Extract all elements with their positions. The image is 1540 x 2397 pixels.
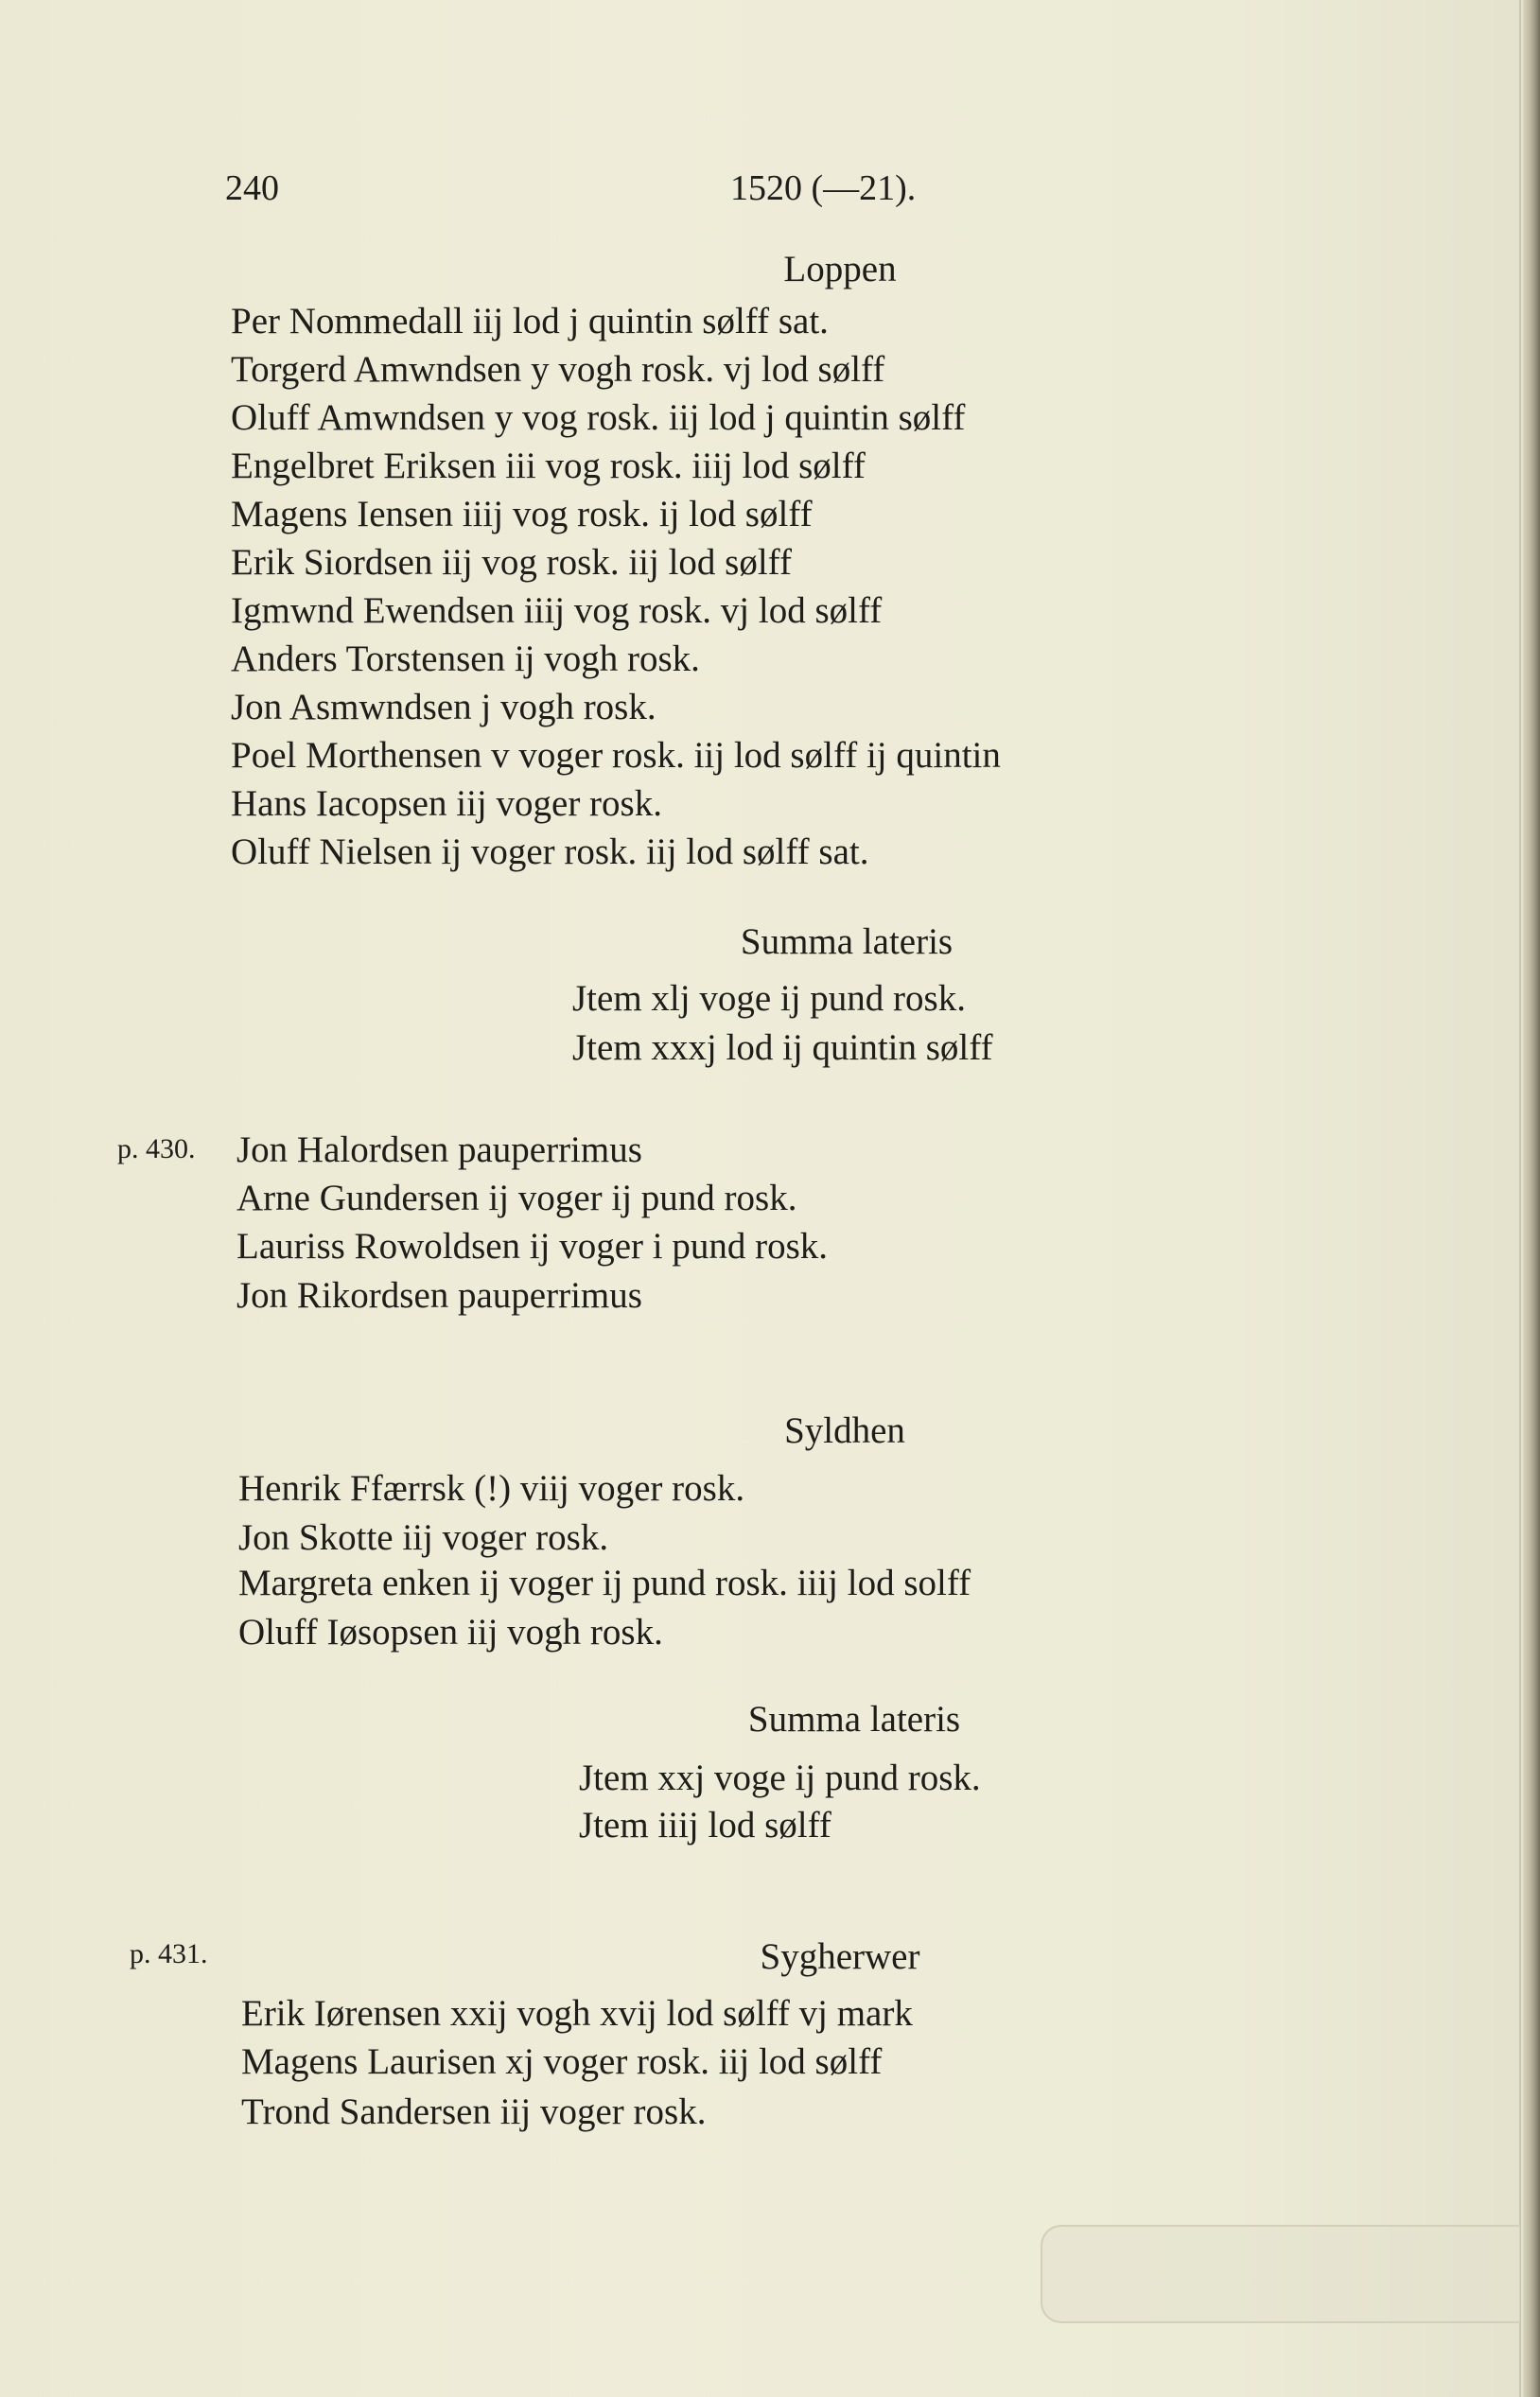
- summa-heading: Summa lateris: [747, 1699, 961, 1740]
- entry-line: Hans Iacopsen iij voger rosk.: [231, 783, 662, 824]
- entry-line: Oluff Nielsen ij voger rosk. iij lod sølff sat.: [231, 831, 869, 872]
- summa-line: Jtem xlj voge ij pund rosk.: [572, 978, 966, 1019]
- entry-line: Oluff Iøsopsen iij vogh rosk.: [238, 1612, 663, 1653]
- summa-line: Jtem iiij lod sølff: [579, 1805, 831, 1846]
- entry-line: Jon Skotte iij voger rosk.: [238, 1517, 609, 1558]
- summa-line: Jtem xxj voge ij pund rosk.: [579, 1758, 981, 1798]
- entry-line: Jon Asmwndsen j vogh rosk.: [231, 687, 656, 727]
- entry-line: Anders Torstensen ij vogh rosk.: [231, 639, 700, 679]
- entry-line: Trond Sandersen iij voger rosk.: [241, 2091, 707, 2132]
- entry-line: Engelbret Eriksen iii vog rosk. iiij lod sølff: [231, 446, 866, 486]
- entry-line: Per Nommedall iij lod j quintin sølff sat.: [231, 301, 829, 341]
- entry-line: Erik Iørensen xxij vogh xvij lod sølff vj mark: [241, 1993, 913, 2034]
- entry-line: Erik Siordsen iij vog rosk. iij lod sølff: [231, 542, 792, 583]
- summa-line: Jtem xxxj lod ij quintin sølff: [572, 1027, 993, 1068]
- entry-line: Jon Halordsen pauperrimus: [236, 1129, 642, 1170]
- entry-line: Poel Morthensen v voger rosk. iij lod sølff ij quintin: [231, 735, 1001, 776]
- entry-line: Lauriss Rowoldsen ij voger i pund rosk.: [236, 1226, 829, 1267]
- page-reference: p. 431.: [130, 1938, 208, 1969]
- entry-line: Torgerd Amwndsen y vogh rosk. vj lod sølff: [231, 349, 885, 390]
- entry-line: Arne Gundersen ij voger ij pund rosk.: [236, 1178, 797, 1218]
- entry-line: Jon Rikordsen pauperrimus: [236, 1275, 642, 1316]
- page-reference: p. 430.: [117, 1133, 196, 1164]
- section-heading-loppen: Loppen: [783, 249, 897, 289]
- entry-line: Magens Laurisen xj voger rosk. iij lod sølff: [241, 2041, 883, 2082]
- entry-line: Oluff Amwndsen y vog rosk. iij lod j quintin sølff: [231, 397, 966, 438]
- running-title: 1520 (—21).: [730, 168, 917, 208]
- page-number: 240: [225, 168, 279, 208]
- entry-line: Henrik Ffærrsk (!) viij voger rosk.: [238, 1468, 745, 1509]
- entry-line: Igmwnd Ewendsen iiij vog rosk. vj lod sølff: [231, 590, 883, 631]
- entry-line: Magens Iensen iiij vog rosk. ij lod sølff: [231, 494, 813, 534]
- section-heading-syldhen: Syldhen: [784, 1410, 905, 1451]
- summa-heading: Summa lateris: [740, 921, 954, 962]
- section-heading-sygherwer: Sygherwer: [760, 1936, 920, 1977]
- page-edge-line: [1519, 0, 1521, 2397]
- paper-stain: [1041, 2225, 1520, 2323]
- entry-line: Margreta enken ij voger ij pund rosk. iiij lod solff: [238, 1563, 971, 1603]
- page-edge-shadow: [1523, 0, 1540, 2397]
